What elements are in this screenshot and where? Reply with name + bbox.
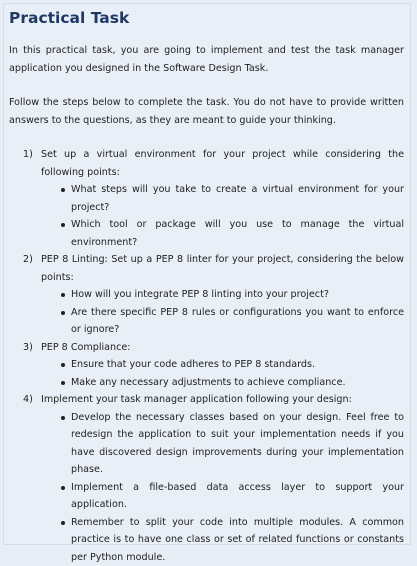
step-1 <box>9 146 404 251</box>
instructions-paragraph: Follow the steps below to complete the task. You do not have to provide written answers to the questions, as they are meant to guide your thinking. <box>9 94 404 129</box>
step-2 <box>9 251 404 339</box>
sub-item <box>41 304 404 339</box>
sub-item-text: Ensure that your code adheres to PEP 8 standards. <box>71 359 315 370</box>
sub-item <box>41 181 404 216</box>
bullet-icon <box>61 223 65 227</box>
sub-item <box>41 514 404 566</box>
step-number: 3) <box>23 339 33 357</box>
step-4 <box>9 391 404 566</box>
sub-item-text: Which tool or package will you use to manage the virtual environment? <box>71 219 404 248</box>
sub-item-text: Implement a file-based data access layer to support your application. <box>71 482 404 511</box>
sub-item-text: What steps will you take to create a virtual environment for your project? <box>71 184 404 213</box>
step-3 <box>9 339 404 392</box>
bullet-icon <box>61 486 65 490</box>
sub-item-text: Are there specific PEP 8 rules or configurations you want to enforce or ignore? <box>71 307 404 336</box>
sub-list <box>41 286 404 339</box>
intro-paragraph: In this practical task, you are going to implement and test the task manager application you designed in the Software Design Task. <box>9 42 404 77</box>
step-number: 2) <box>23 251 33 269</box>
bullet-icon <box>61 363 65 367</box>
step-text: Set up a virtual environment for your project while considering the following points: <box>41 146 404 181</box>
bullet-icon <box>61 416 65 420</box>
bullet-icon <box>61 188 65 192</box>
task-panel <box>3 3 411 545</box>
bullet-icon <box>61 293 65 297</box>
step-text: PEP 8 Compliance: <box>41 339 404 357</box>
step-number: 4) <box>23 391 33 409</box>
sub-item <box>41 374 404 392</box>
sub-item-text: Remember to split your code into multiple modules. A common practice is to have one class or set of related functions or constants per Python module. <box>71 517 404 563</box>
sub-item <box>41 479 404 514</box>
sub-item <box>41 286 404 304</box>
bullet-icon <box>61 381 65 385</box>
step-text: Implement your task manager application following your design: <box>41 391 404 409</box>
step-number: 1) <box>23 146 33 164</box>
bullet-icon <box>61 521 65 525</box>
bullet-icon <box>61 311 65 315</box>
sub-item <box>41 409 404 479</box>
page-title: Practical Task <box>9 8 404 28</box>
sub-item-text: How will you integrate PEP 8 linting into your project? <box>71 289 329 300</box>
sub-list <box>41 409 404 566</box>
sub-item <box>41 216 404 251</box>
step-text: PEP 8 Linting: Set up a PEP 8 linter for your project, considering the below points: <box>41 251 404 286</box>
sub-item-text: Develop the necessary classes based on your design. Feel free to redesign the application to suit your implementation needs if you have discovered design improvements during your implementation phase. <box>71 412 404 476</box>
steps-list <box>9 146 404 566</box>
sub-list <box>41 181 404 251</box>
sub-item <box>41 356 404 374</box>
sub-item-text: Make any necessary adjustments to achieve compliance. <box>71 377 346 388</box>
sub-list <box>41 356 404 391</box>
